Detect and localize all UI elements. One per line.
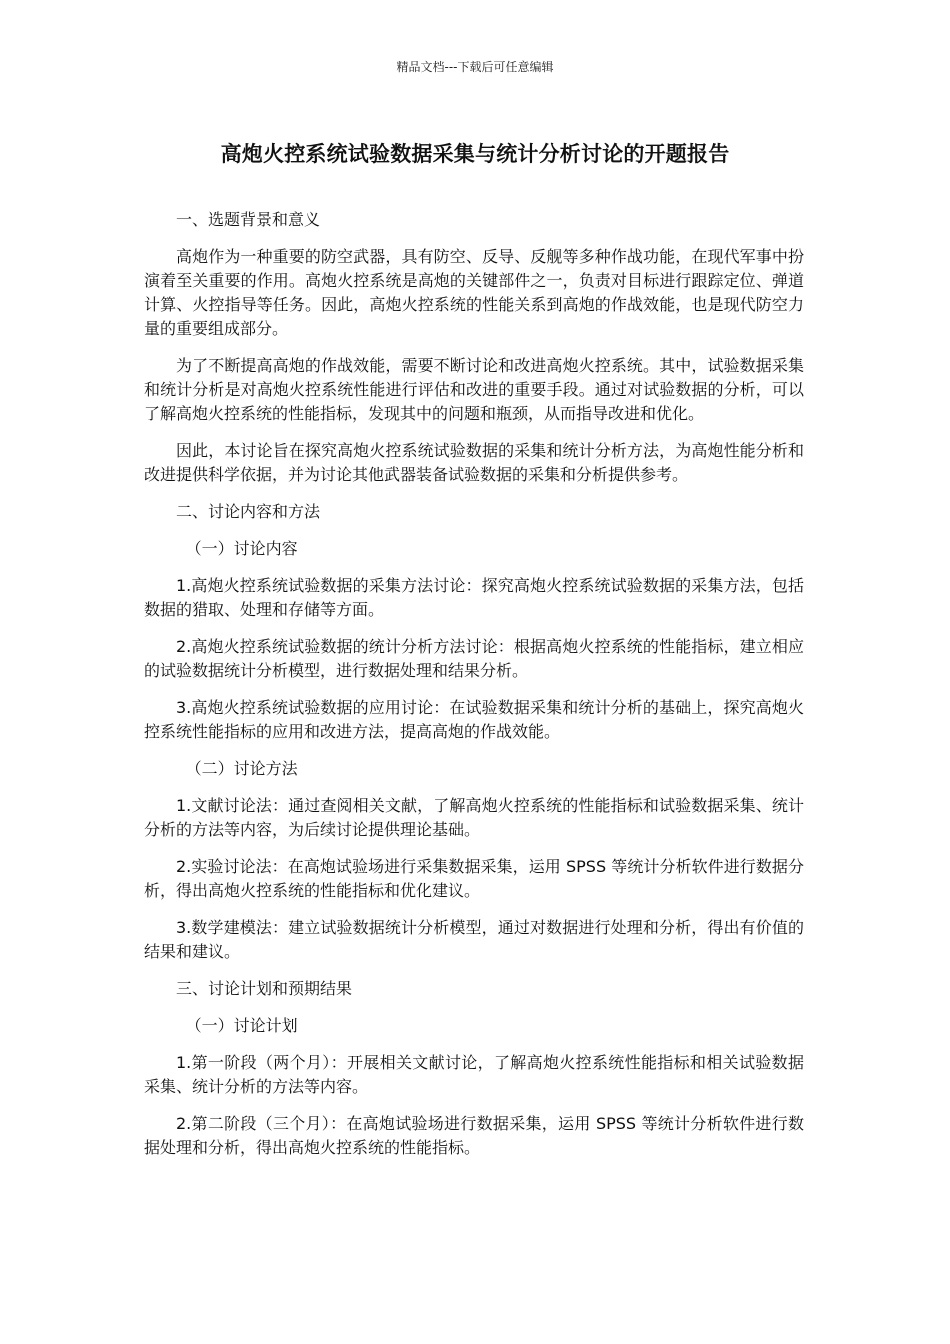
section-heading-2: 二、讨论内容和方法 <box>176 502 321 521</box>
subsection-heading: （二）讨论方法 <box>185 759 298 778</box>
subsection-heading: （一）讨论内容 <box>185 539 298 558</box>
paragraph: 3.高炮火控系统试验数据的应用讨论：在试验数据采集和统计分析的基础上，探究高炮火控系统性能指标的应用和改进方法，提高高炮的作战效能。 <box>144 698 804 741</box>
page-title: 高炮火控系统试验数据采集与统计分析讨论的开题报告 <box>220 142 730 166</box>
section-heading-1: 一、选题背景和意义 <box>176 210 321 229</box>
section-heading-3: 三、讨论计划和预期结果 <box>176 979 353 998</box>
document-body <box>144 208 804 1173</box>
paragraph: 2.第二阶段（三个月）：在高炮试验场进行数据采集，运用 SPSS 等统计分析软件进行数据处理和分析，得出高炮火控系统的性能指标。 <box>144 1114 804 1157</box>
paragraph: 3.数学建模法：建立试验数据统计分析模型，通过对数据进行处理和分析，得出有价值的结果和建议。 <box>144 918 804 961</box>
paragraph: 2.高炮火控系统试验数据的统计分析方法讨论：根据高炮火控系统的性能指标，建立相应的试验数据统计分析模型，进行数据处理和结果分析。 <box>144 637 804 680</box>
paragraph: 高炮作为一种重要的防空武器，具有防空、反导、反舰等多种作战功能，在现代军事中扮演着至关重要的作用。高炮火控系统是高炮的关键部件之一，负责对目标进行跟踪定位、弹道计算、火控指导等任务。因此，高炮火控系统的性能关系到高炮的作战效能，也是现代防空力量的重要组成部分。 <box>144 247 804 338</box>
header-note: 精品文档---下载后可任意编辑 <box>396 60 554 74</box>
paragraph: 1.文献讨论法：通过查阅相关文献，了解高炮火控系统的性能指标和试验数据采集、统计分析的方法等内容，为后续讨论提供理论基础。 <box>144 796 804 839</box>
paragraph: 为了不断提高高炮的作战效能，需要不断讨论和改进高炮火控系统。其中，试验数据采集和统计分析是对高炮火控系统性能进行评估和改进的重要手段。通过对试验数据的分析，可以了解高炮火控系统的性能指标，发现其中的问题和瓶颈，从而指导改进和优化。 <box>144 356 804 423</box>
paragraph: 因此，本讨论旨在探究高炮火控系统试验数据的采集和统计分析方法，为高炮性能分析和改进提供科学依据，并为讨论其他武器装备试验数据的采集和分析提供参考。 <box>144 441 804 484</box>
subsection-heading: （一）讨论计划 <box>185 1016 298 1035</box>
paragraph: 2.实验讨论法：在高炮试验场进行采集数据采集，运用 SPSS 等统计分析软件进行数据分析，得出高炮火控系统的性能指标和优化建议。 <box>144 857 804 900</box>
paragraph: 1.高炮火控系统试验数据的采集方法讨论：探究高炮火控系统试验数据的采集方法，包括数据的猎取、处理和存储等方面。 <box>144 576 804 619</box>
paragraph: 1.第一阶段（两个月）：开展相关文献讨论，了解高炮火控系统性能指标和相关试验数据采集、统计分析的方法等内容。 <box>144 1053 804 1096</box>
